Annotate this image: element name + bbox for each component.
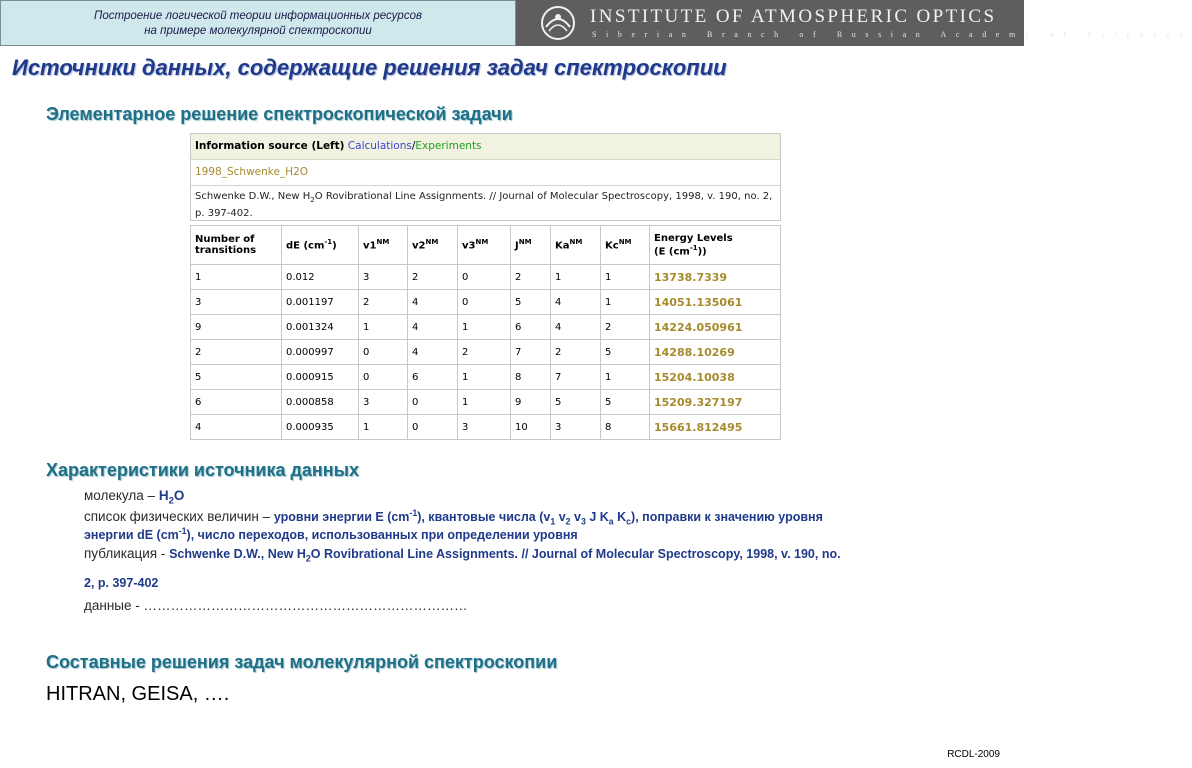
table-cell: 0.012 <box>282 265 359 290</box>
institute-subtitle: Siberian Branch of Russian Academy of Sciences <box>592 30 1192 39</box>
header-title-line2: на примере молекулярной спектроскопии <box>144 25 372 37</box>
header-title-box <box>0 0 516 46</box>
table-cell: 5 <box>601 340 650 365</box>
table-row <box>191 340 781 365</box>
table-cell: 9 <box>511 390 551 415</box>
table-cell: 9 <box>191 315 282 340</box>
col-energy: Energy Levels (E $(cm^{-1})$) <box>650 226 781 265</box>
table-cell: 0.000915 <box>282 365 359 390</box>
section-composite-title: Составные решения задач молекулярной спектроскопии <box>46 652 558 672</box>
publication-pages: 2, p. 397-402 <box>84 576 159 590</box>
ref-sub: 2 <box>310 196 315 204</box>
table-cell: 0.001197 <box>282 290 359 315</box>
table-cell: 0 <box>359 340 408 365</box>
table-cell: 4 <box>408 315 458 340</box>
table-cell: 1 <box>458 365 511 390</box>
table-cell: 2 <box>359 290 408 315</box>
table-cell: 5 <box>191 365 282 390</box>
header-title-line1: Построение логической теории информационных ресурсов <box>94 10 422 22</box>
col-v1: $v1^{NM}$ <box>359 226 408 265</box>
table-cell: 4 <box>551 290 601 315</box>
table-cell: 7 <box>551 365 601 390</box>
table-cell: 7 <box>511 340 551 365</box>
institute-name: INSTITUTE OF ATMOSPHERIC OPTICS <box>590 6 997 27</box>
table-cell: 1 <box>191 265 282 290</box>
table-cell: 1 <box>359 315 408 340</box>
phys-values-2: энергии dE $(cm^{-1})$, число переходов, использованных при определении уровня <box>84 526 578 543</box>
publication-value: Schwenke D.W., New $H_2O$ Rovibrational Line Assignments. // Journal of Molecular Spectroscopy, 1998, v. 190, no. <box>169 547 841 564</box>
table-cell: 5 <box>601 390 650 415</box>
section-elementary-title: Элементарное решение спектроскопической задачи <box>46 104 513 124</box>
table-cell: 3 <box>551 415 601 440</box>
table-body <box>191 265 781 440</box>
source-header-row <box>191 134 780 160</box>
experiments-link[interactable]: Experiments <box>415 140 482 152</box>
table-row <box>191 390 781 415</box>
table-cell: 3 <box>458 415 511 440</box>
table-cell: 6 <box>408 365 458 390</box>
table-cell: 0 <box>359 365 408 390</box>
energy-cell[interactable]: 14224.050961 <box>650 315 781 340</box>
energy-cell[interactable]: 14288.10269 <box>650 340 781 365</box>
col-kc: $Kc^{NM}$ <box>601 226 650 265</box>
transitions-table <box>190 225 781 440</box>
data-line: данные - ……………………………………………………………… <box>84 598 468 613</box>
table-cell: 2 <box>601 315 650 340</box>
ref-text-1: Schwenke D.W., New H <box>195 191 311 202</box>
table-cell: 5 <box>551 390 601 415</box>
table-row <box>191 365 781 390</box>
table-cell: 4 <box>551 315 601 340</box>
table-cell: 1 <box>359 415 408 440</box>
energy-cell[interactable]: 15209.327197 <box>650 390 781 415</box>
publication-line2 <box>84 575 158 590</box>
table-cell: 4 <box>191 415 282 440</box>
col-ka: $Ka^{NM}$ <box>551 226 601 265</box>
table-cell: 0 <box>408 415 458 440</box>
link-separator: / <box>411 140 416 152</box>
table-cell: 3 <box>359 390 408 415</box>
source-id[interactable]: 1998_Schwenke_H2O <box>191 160 780 186</box>
table-cell: 2 <box>458 340 511 365</box>
table-header-row <box>191 226 781 265</box>
table-cell: 0.001324 <box>282 315 359 340</box>
energy-cell[interactable]: 14051.135061 <box>650 290 781 315</box>
energy-cell[interactable]: 15204.10038 <box>650 365 781 390</box>
table-row <box>191 415 781 440</box>
table-cell: 1 <box>458 390 511 415</box>
table-cell: 3 <box>191 290 282 315</box>
table-cell: 2 <box>551 340 601 365</box>
phys-label: список физических величин – <box>84 509 271 525</box>
table-cell: 0 <box>458 290 511 315</box>
table-cell: 0 <box>458 265 511 290</box>
table-row <box>191 315 781 340</box>
energy-cell[interactable]: 13738.7339 <box>650 265 781 290</box>
table-cell: 4 <box>408 340 458 365</box>
molecule-value: $H_2O$ <box>158 488 185 507</box>
table-cell: 6 <box>191 390 282 415</box>
institute-banner <box>516 0 1192 46</box>
phys-quantities-line <box>84 508 823 527</box>
table-cell: 0 <box>408 390 458 415</box>
table-cell: 0.000858 <box>282 390 359 415</box>
information-source-box <box>190 133 781 221</box>
phys-values: уровни энергии E $(cm^{-1})$, квантовые числа ($v_1$ $v_2$ $v_3$ J $K_a$ $K_c$), поправки к значению уровня <box>273 508 823 527</box>
energy-cell[interactable]: 15661.812495 <box>650 415 781 440</box>
table-row <box>191 290 781 315</box>
col-de: dE $(cm^{-1})$ <box>282 226 359 265</box>
col-v3: $v3^{NM}$ <box>458 226 511 265</box>
table-cell: 2 <box>511 265 551 290</box>
composite-sources-list: HITRAN, GEISA, …. <box>46 683 230 705</box>
source-reference <box>191 186 780 224</box>
molecule-line <box>84 488 184 507</box>
table-cell: 2 <box>408 265 458 290</box>
page-title: Источники данных, содержащие решения задач спектроскопии <box>12 55 727 80</box>
table-cell: 6 <box>511 315 551 340</box>
publication-label: публикация - <box>84 546 166 561</box>
institute-logo-icon <box>540 5 576 41</box>
table-cell: 5 <box>511 290 551 315</box>
ref-text-2: O Rovibrational Line Assignments. // Journal of Molecular Spectroscopy, 1998, v. 190, no. 2, p. 397-402. <box>195 191 773 219</box>
table-row <box>191 265 781 290</box>
table-cell: 0.000935 <box>282 415 359 440</box>
table-cell: 8 <box>601 415 650 440</box>
table-cell: 1 <box>458 315 511 340</box>
publication-line <box>84 546 841 564</box>
table-cell: 1 <box>601 365 650 390</box>
col-transitions: Number of transitions <box>191 226 282 265</box>
col-j: $J^{NM}$ <box>511 226 551 265</box>
table-cell: 4 <box>408 290 458 315</box>
footer-label: RCDL-2009 <box>947 749 1000 760</box>
table-cell: 1 <box>551 265 601 290</box>
table-cell: 1 <box>601 290 650 315</box>
calculations-link[interactable]: Calculations <box>347 140 412 152</box>
table-cell: 3 <box>359 265 408 290</box>
phys-quantities-line2 <box>84 526 578 542</box>
source-label: Information source (Left) <box>195 140 345 152</box>
table-cell: 8 <box>511 365 551 390</box>
section-characteristics-title: Характеристики источника данных <box>46 460 360 480</box>
table-cell: 1 <box>601 265 650 290</box>
molecule-label: молекула – <box>84 488 156 503</box>
col-v2: $v2^{NM}$ <box>408 226 458 265</box>
table-cell: 0.000997 <box>282 340 359 365</box>
table-cell: 2 <box>191 340 282 365</box>
table-cell: 10 <box>511 415 551 440</box>
